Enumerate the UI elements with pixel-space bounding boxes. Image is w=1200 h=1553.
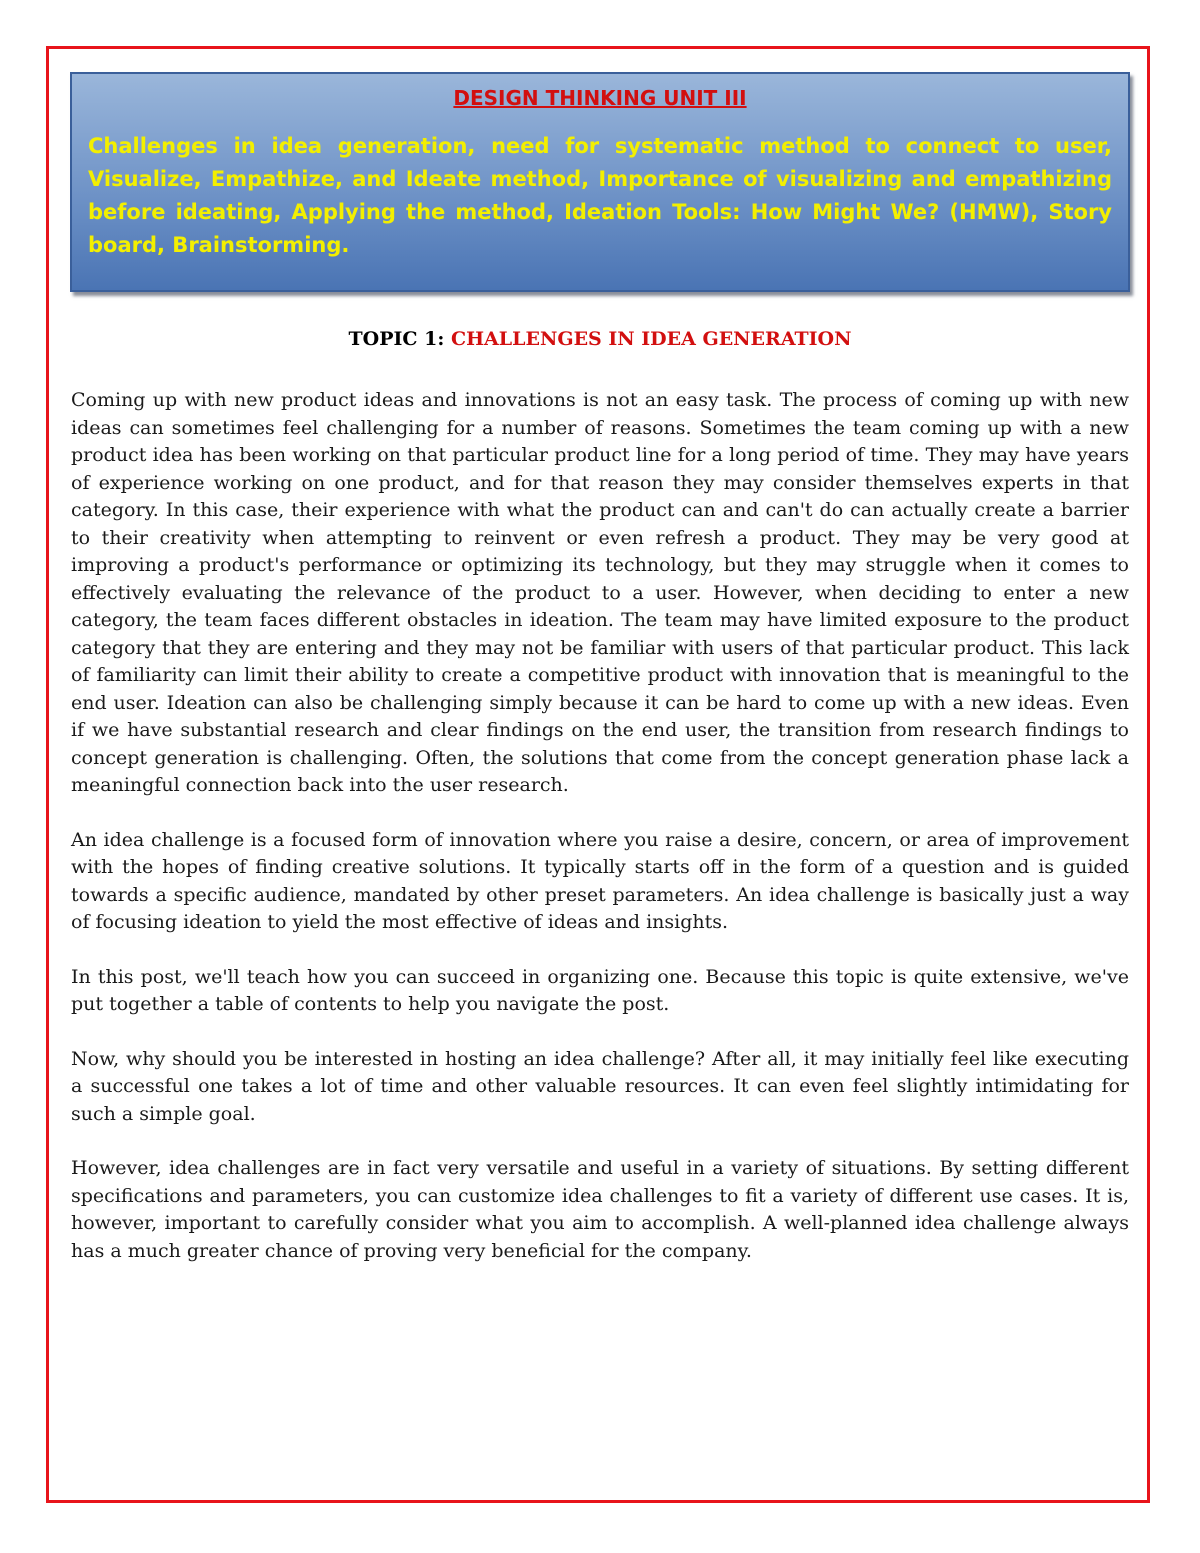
unit-header-box bbox=[70, 72, 1130, 292]
unit-summary: Challenges in idea generation, need for systematic method to connect to user, Visualize, Empathize, and Ideate method, Importance of visualizing and empathizing before ideating, Applying the method, Ideation Tools: How Might We? (HMW), Story board, Brainstorming. bbox=[88, 134, 1112, 257]
body-text bbox=[71, 387, 1129, 1292]
paragraph: Now, why should you be interested in hosting an idea challenge? After all, it may initially feel like executing a successful one takes a lot of time and other valuable resources. It can even feel slightly intimidating for such a simple goal. bbox=[71, 1047, 1129, 1125]
paragraph: Coming up with new product ideas and innovations is not an easy task. The process of coming up with new ideas can sometimes feel challenging for a number of reasons. Sometimes the team coming up with a new product idea has been working on that particular product line for a long period of time. They may have years of experience working on one product, and for that reason they may consider themselves experts in that category. In this case, their experience with what the product can and can't do can actually create a barrier to their creativity when attempting to reinvent or even refresh a product. They may be very good at improving a product's performance or optimizing its technology, but they may struggle when it comes to effectively evaluating the relevance of the product to a user. However, when deciding to enter a new category, the team faces different obstacles in ideation. The team may have limited exposure to the product category that they are entering and they may not be familiar with users of that particular product. This lack of familiarity can limit their ability to create a competitive product with innovation that is meaningful to the end user. Ideation can also be challenging simply because it can be hard to come up with a new ideas. Even if we have substantial research and clear findings on the end user, the transition from research findings to concept generation is challenging. Often, the solutions that come from the concept generation phase lack a meaningful connection back into the user research. bbox=[71, 389, 1129, 796]
topic-heading bbox=[70, 328, 1130, 350]
topic-title: CHALLENGES IN IDEA GENERATION bbox=[450, 328, 852, 350]
paragraph: An idea challenge is a focused form of innovation where you raise a desire, concern, or area of improvement with the hopes of finding creative solutions. It typically starts off in the form of a question and is guided towards a specific audience, mandated by other preset parameters. An idea challenge is basically just a way of focusing ideation to yield the most effective of ideas and insights. bbox=[71, 828, 1129, 933]
topic-prefix: TOPIC 1: bbox=[348, 328, 451, 350]
unit-title: DESIGN THINKING UNIT III bbox=[453, 86, 747, 110]
paragraph: In this post, we'll teach how you can succeed in organizing one. Because this topic is quite extensive, we've put together a table of contents to help you navigate the post. bbox=[71, 965, 1129, 1015]
paragraph: However, idea challenges are in fact very versatile and useful in a variety of situations. By setting different specifications and parameters, you can customize idea challenges to fit a variety of different use cases. It is, however, important to carefully consider what you aim to accomplish. A well-planned idea challenge always has a much greater chance of proving very beneficial for the company. bbox=[71, 1157, 1129, 1262]
